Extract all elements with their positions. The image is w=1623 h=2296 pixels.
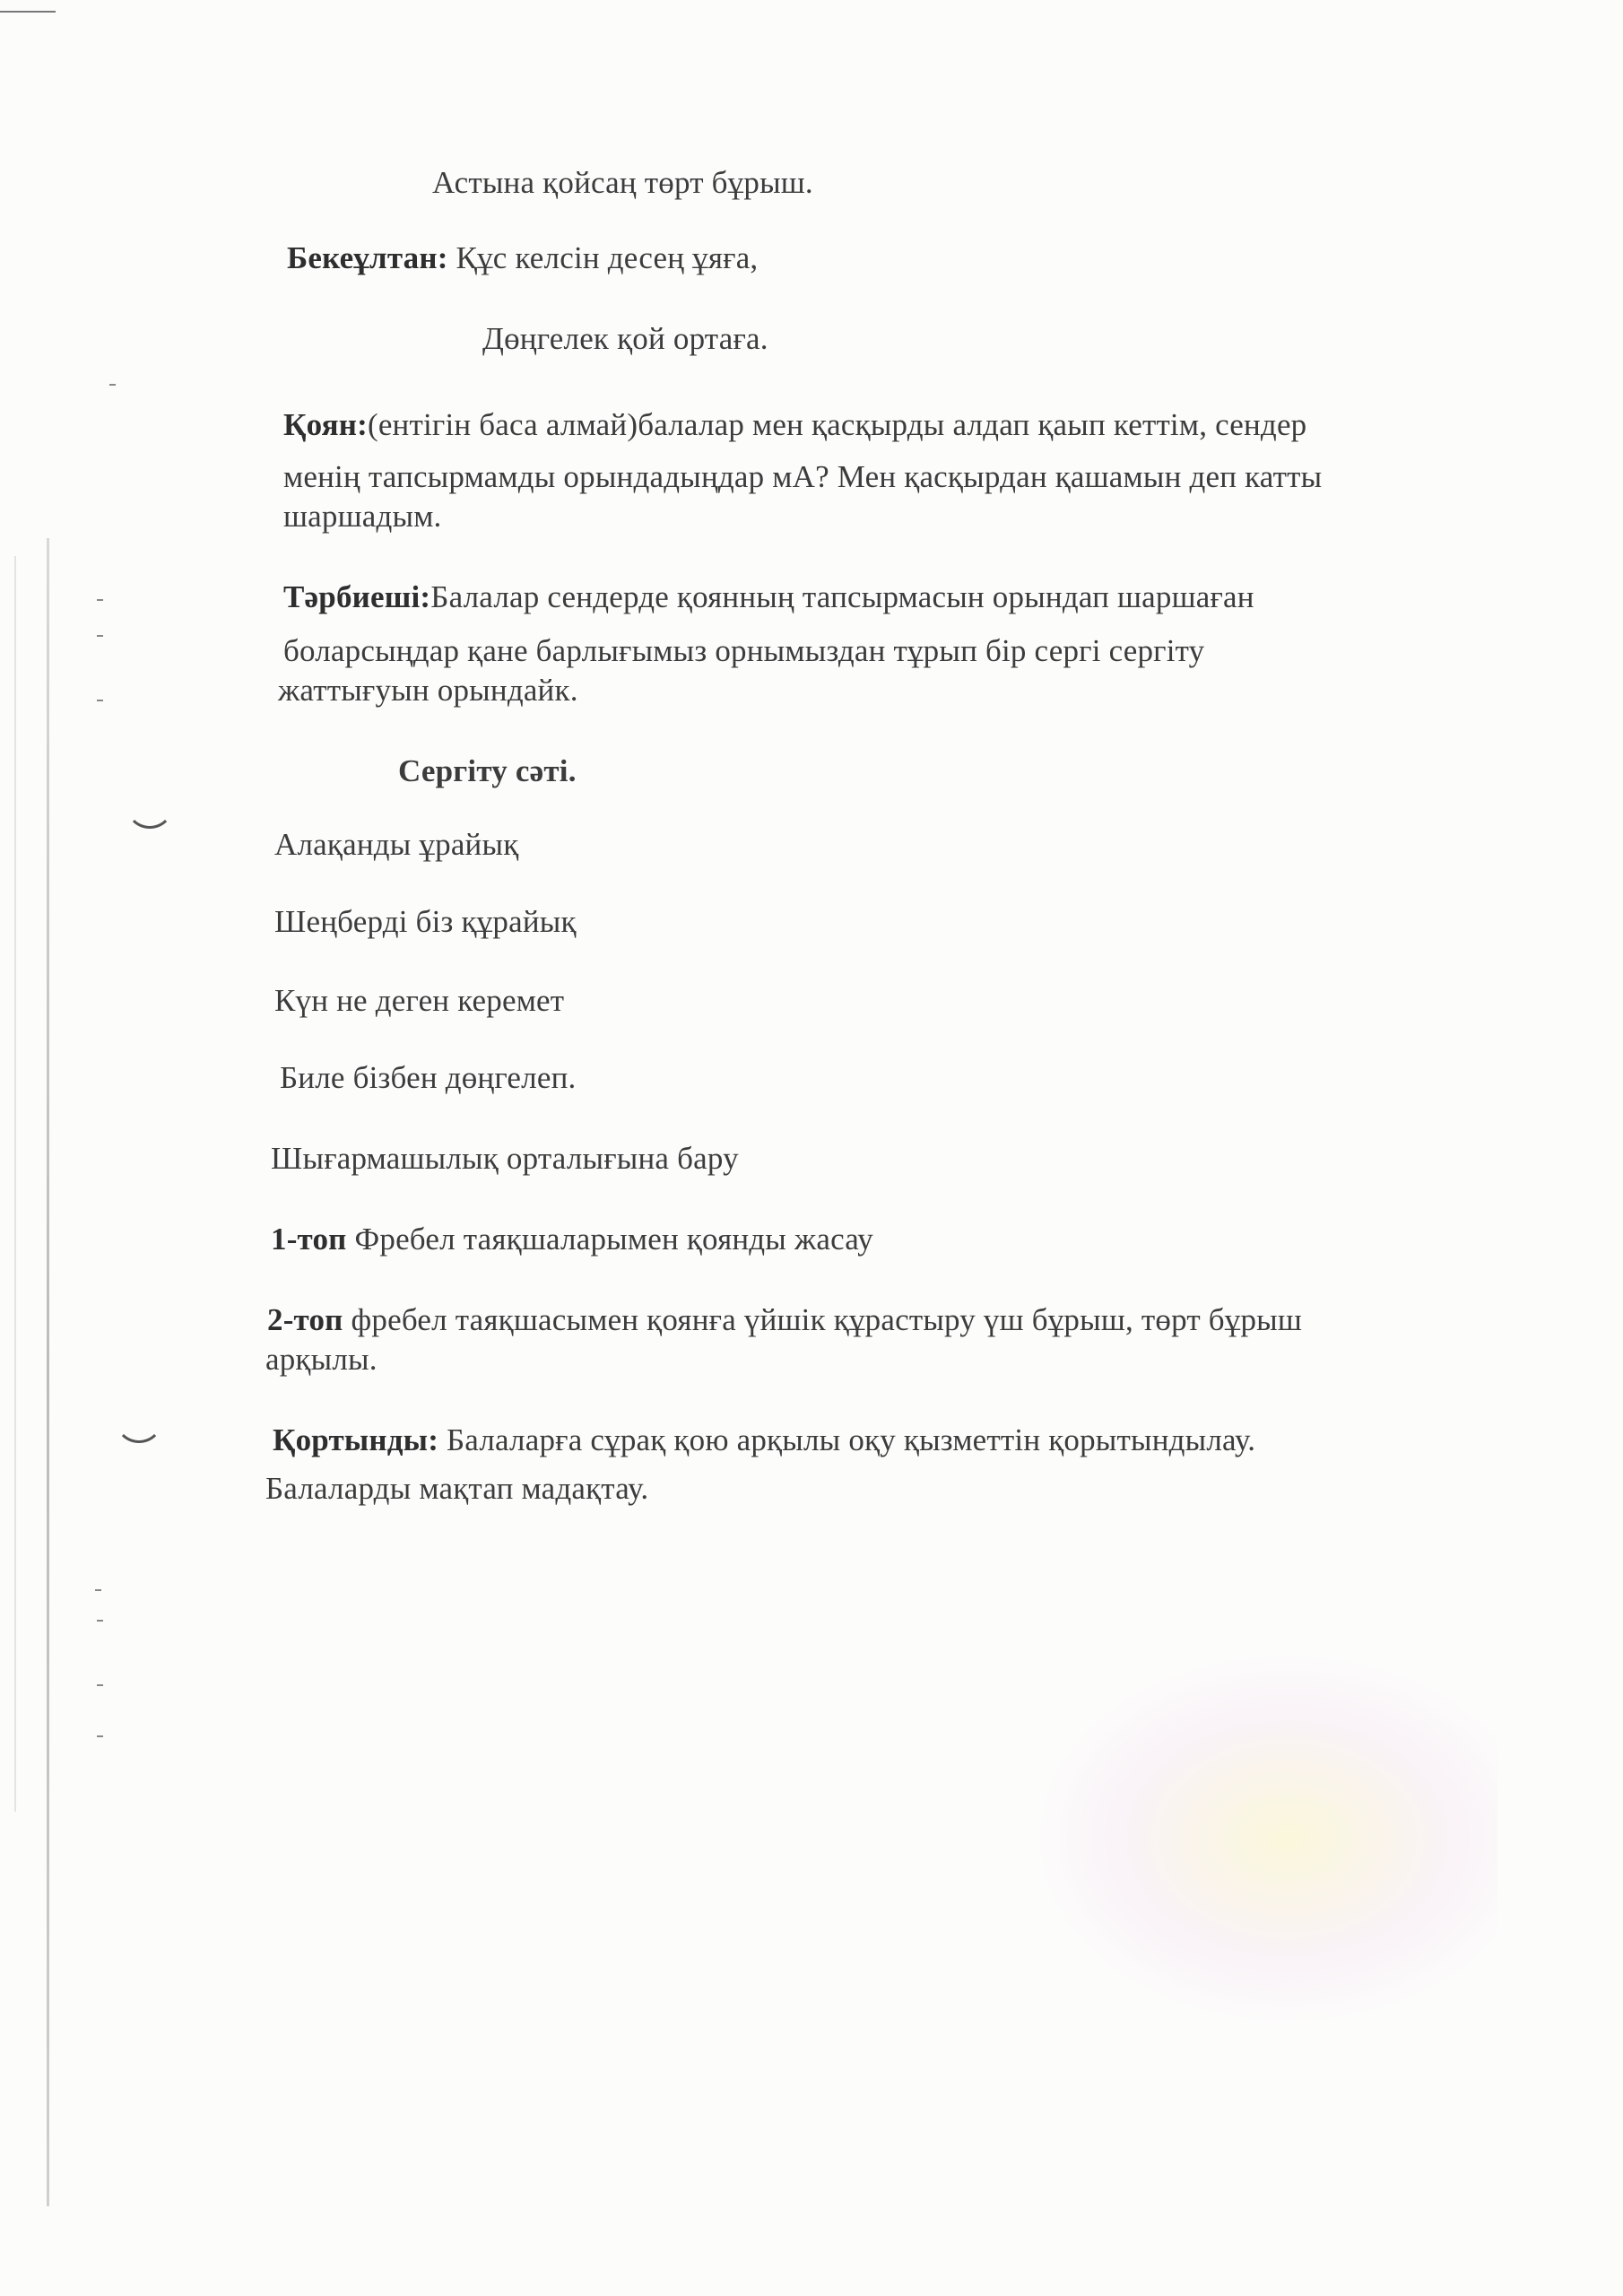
punch-hole-mark xyxy=(115,1395,163,1443)
line-text: арқылы. xyxy=(265,1342,378,1377)
line-text: Биле бізбен дөңгелеп. xyxy=(280,1060,577,1095)
line-text: шаршадым. xyxy=(283,499,442,534)
line-text: фребел таяқшасымен қоянға үйшік құрастыру үш бұрыш, төрт бұрыш xyxy=(343,1302,1303,1337)
group-label: 2-топ xyxy=(267,1302,343,1337)
punch-hole-mark xyxy=(126,780,174,829)
line-text: Дөңгелек қой ортаға. xyxy=(482,321,768,356)
text-line xyxy=(265,1465,648,1512)
poem-line xyxy=(280,1055,576,1101)
heading-text: Сергіту сәті. xyxy=(398,753,577,788)
line-text: боларсыңдар қане барлығымыз орнымыздан тұрып бір сергі сергіту xyxy=(283,633,1205,668)
scan-speck xyxy=(97,599,103,601)
line-text: менің тапсырмамды орындадыңдар мА? Мен қасқырдан қашамын деп катты xyxy=(283,459,1323,494)
line-text: Балаларға сұрақ қою арқылы оқу қызметтін қорытындылау. xyxy=(438,1422,1256,1457)
scan-speck xyxy=(97,1620,103,1622)
text-line xyxy=(283,402,1306,448)
line-text: Күн не деген керемет xyxy=(274,983,565,1018)
text-line xyxy=(283,574,1254,621)
speaker-label: Қоян: xyxy=(283,407,368,442)
poem-line xyxy=(274,822,518,868)
line-text: Шеңберді біз құрайық xyxy=(274,904,577,939)
line-text: Балаларды мақтап мадақтау. xyxy=(265,1471,649,1506)
line-text: Фребел таяқшаларымен қоянды жасау xyxy=(346,1222,873,1257)
scan-artifact-line xyxy=(0,11,56,13)
text-line xyxy=(432,160,813,206)
text-line xyxy=(278,667,578,714)
scan-edge-shadow xyxy=(14,556,16,1812)
speaker-label: Қортынды: xyxy=(273,1422,439,1457)
text-line xyxy=(271,1216,873,1263)
text-line xyxy=(265,1336,378,1383)
line-text: Алақанды ұрайық xyxy=(274,827,519,862)
line-text: Астына қойсаң төрт бұрыш. xyxy=(432,165,813,200)
scan-speck xyxy=(97,1684,103,1686)
text-line xyxy=(267,1297,1302,1344)
poem-line xyxy=(274,899,577,945)
line-text: (ентігін баса алмай)балалар мен қасқырды алдап қаып кеттім, сендер xyxy=(367,407,1307,442)
scan-speck xyxy=(97,700,103,701)
group-label: 1-топ xyxy=(271,1222,347,1257)
color-stain xyxy=(1031,1650,1497,2027)
scan-speck xyxy=(109,384,116,386)
speaker-label: Бекеұлтан: xyxy=(287,240,448,275)
line-text: Шығармашылық орталығына бару xyxy=(271,1141,739,1176)
line-text: жаттығуын орындайк. xyxy=(278,673,578,708)
scan-speck xyxy=(97,635,103,637)
text-line xyxy=(271,1135,739,1182)
line-text: Құс келсін десең ұяға, xyxy=(447,240,759,275)
speaker-label: Тәрбиеші: xyxy=(283,579,431,614)
poem-line xyxy=(274,978,564,1024)
text-line xyxy=(283,493,442,540)
section-heading xyxy=(398,748,577,795)
text-line xyxy=(273,1417,1255,1464)
text-line xyxy=(482,316,768,362)
scan-speck xyxy=(97,1735,103,1737)
scan-edge-shadow xyxy=(47,538,49,2206)
scan-speck xyxy=(95,1589,101,1591)
text-line xyxy=(287,235,758,282)
line-text: Балалар сендерде қоянның тапсырмасын орындап шаршаған xyxy=(430,579,1254,614)
